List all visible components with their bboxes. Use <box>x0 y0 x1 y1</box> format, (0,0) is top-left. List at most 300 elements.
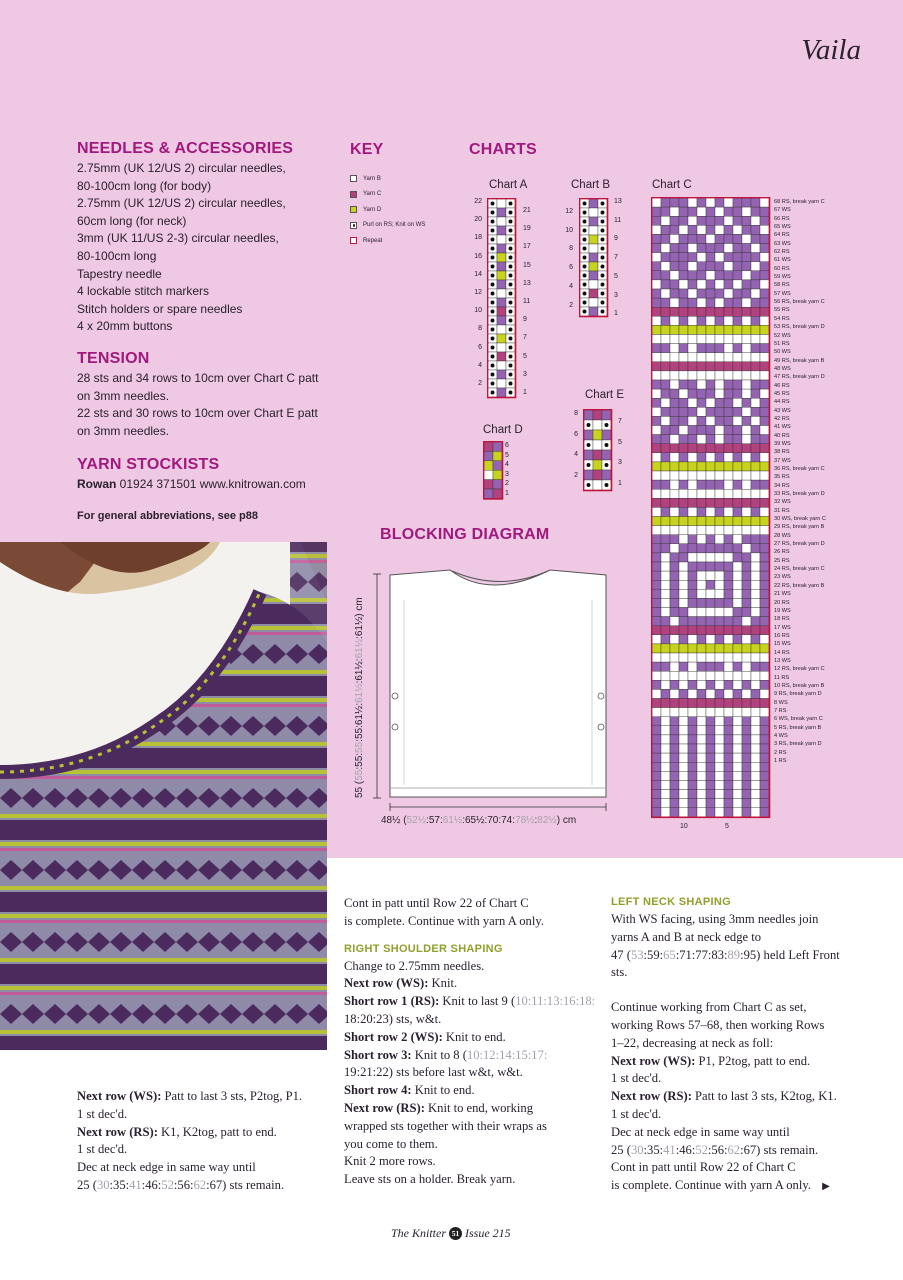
stitch-cell <box>742 271 751 280</box>
stitch-cell <box>733 562 742 571</box>
stitch-cell <box>688 635 697 644</box>
stitch-cell <box>652 544 661 553</box>
continue-arrow-icon[interactable]: ▶ <box>822 1181 830 1193</box>
stitch-cell <box>760 517 769 526</box>
purl-dot <box>583 238 587 242</box>
stitch-cell <box>760 808 769 817</box>
stitch-cell <box>679 234 688 243</box>
stitch-cell <box>688 335 697 344</box>
purl-dot <box>601 211 605 215</box>
stitch-cell <box>733 526 742 535</box>
chart-c-row-label: 32 WS <box>774 499 791 506</box>
stitch-cell <box>760 489 769 498</box>
stitch-cell <box>670 526 679 535</box>
key-repeat: Repeat <box>350 233 425 249</box>
chart-c-row-label: 52 WS <box>774 332 791 339</box>
stitch-cell <box>733 471 742 480</box>
purl-dot <box>509 292 513 296</box>
stitch-cell <box>661 371 670 380</box>
stitch-cell <box>688 580 697 589</box>
stitch-cell <box>751 553 760 562</box>
stitch-cell <box>661 771 670 780</box>
stitch-cell <box>715 498 724 507</box>
chart-c-row-label: 6 WS, break yarn C <box>774 716 823 723</box>
stitch-cell <box>679 653 688 662</box>
stitch-cell <box>760 253 769 262</box>
chart-c-row-label: 68 RS, break yarn C <box>774 199 825 205</box>
stitch-cell <box>661 689 670 698</box>
stitch-cell <box>679 271 688 280</box>
stitch-cell <box>760 453 769 462</box>
stitch-cell <box>652 444 661 453</box>
stitch-cell <box>688 462 697 471</box>
stitch-cell <box>679 480 688 489</box>
chart-c-row-label: 53 RS, break yarn D <box>774 324 825 331</box>
stitch-cell <box>589 289 598 298</box>
stitch-cell <box>679 771 688 780</box>
stitch-cell <box>688 790 697 799</box>
stitch-cell <box>715 225 724 234</box>
row-number: 4 <box>505 461 509 469</box>
stitch-cell <box>724 571 733 580</box>
stitch-cell <box>652 517 661 526</box>
stitch-cell <box>706 198 715 207</box>
stitch-cell <box>589 217 598 226</box>
stitch-cell <box>661 744 670 753</box>
stitch-cell <box>670 380 679 389</box>
text-line: Stitch holders or spare needles <box>77 301 243 316</box>
stitch-cell <box>733 753 742 762</box>
row-number: 10 <box>474 307 482 315</box>
stitch-cell <box>652 198 661 207</box>
stitch-cell <box>724 644 733 653</box>
purl-dot <box>601 310 605 314</box>
purl-dot <box>491 274 495 278</box>
stitch-cell <box>733 353 742 362</box>
stitch-cell <box>760 335 769 344</box>
stitch-cell <box>688 562 697 571</box>
stitch-cell <box>760 680 769 689</box>
purl-dot <box>583 211 587 215</box>
column-2-text: Cont in patt until Row 22 of Chart C is complete. Continue with yarn A only. RIGHT SHOULDER SHAPING Change to 2.75mm needles. Next row (WS): Knit. Short row 1 (RS): Knit to last 9 (10:11:13:16:18: 18:20:23) sts, w&t. Short row 2 (WS): Knit to end. Short row 3: Knit to 8 (10:12:14:15:17: 19:21:22) sts before last w&t, w&t. Short row 4: Knit to end. Next row (RS): Knit to end, working wrapped sts together with their wraps as you come to them. Knit 2 more rows. Leave sts on a holder. Break yarn. <box>344 896 596 1187</box>
stitch-cell <box>688 753 697 762</box>
row-number: 3 <box>618 459 622 466</box>
stitch-cell <box>706 790 715 799</box>
stitch-cell <box>661 289 670 298</box>
stitch-cell <box>706 662 715 671</box>
stitch-cell <box>652 380 661 389</box>
stitch-cell <box>751 398 760 407</box>
stitch-cell <box>715 280 724 289</box>
stitch-cell <box>760 316 769 325</box>
stitch-cell <box>751 298 760 307</box>
stitch-cell <box>706 680 715 689</box>
stitch-cell <box>760 717 769 726</box>
stitch-cell <box>661 353 670 362</box>
stitch-cell <box>715 234 724 243</box>
stitch-cell <box>661 635 670 644</box>
stitch-cell <box>760 398 769 407</box>
stitch-cell <box>724 617 733 626</box>
purl-dot <box>605 443 609 447</box>
stitch-cell <box>715 462 724 471</box>
row-number: 6 <box>574 430 578 438</box>
stitch-cell <box>760 307 769 316</box>
stitch-cell <box>742 398 751 407</box>
stitch-cell <box>670 480 679 489</box>
stitch-cell <box>593 440 602 450</box>
text-line: 80-100cm long (for body) <box>77 178 212 193</box>
stitch-cell <box>760 699 769 708</box>
stitch-cell <box>760 216 769 225</box>
row-number: 5 <box>618 438 622 446</box>
stitch-cell <box>733 617 742 626</box>
stitch-cell <box>661 389 670 398</box>
column-1-text: Next row (WS): Patt to last 3 sts, P2tog, P1. 1 st dec'd. Next row (RS): K1, K2tog, patt to end. 1 st dec'd. Dec at neck edge in same way until 25 (30:35:41:46:52:56:62:67) sts remain. <box>77 1089 303 1192</box>
stitch-cell <box>679 207 688 216</box>
stitch-cell <box>724 762 733 771</box>
stitch-cell <box>751 535 760 544</box>
stitch-cell <box>697 298 706 307</box>
stitch-cell <box>697 790 706 799</box>
stitch-cell <box>652 289 661 298</box>
stitch-cell <box>661 271 670 280</box>
stitch-cell <box>670 498 679 507</box>
stitch-cell <box>715 708 724 717</box>
stitch-cell <box>715 526 724 535</box>
stitch-cell <box>697 799 706 808</box>
stitch-cell <box>706 271 715 280</box>
stitch-cell <box>733 571 742 580</box>
stitch-cell <box>679 198 688 207</box>
stitch-cell <box>715 608 724 617</box>
chart-c-row-label: 41 WS <box>774 424 791 431</box>
stitch-cell <box>589 307 598 316</box>
stitch-cell <box>751 689 760 698</box>
stitch-cell <box>652 498 661 507</box>
stitch-cell <box>724 407 733 416</box>
row-number: 15 <box>523 261 531 269</box>
stitch-cell <box>733 726 742 735</box>
stitch-cell <box>715 216 724 225</box>
stitch-cell <box>742 507 751 516</box>
stitch-cell <box>733 780 742 789</box>
stitch-cell <box>724 371 733 380</box>
stitch-cell <box>670 671 679 680</box>
stitch-cell <box>584 450 593 460</box>
stitch-cell <box>751 589 760 598</box>
stitch-cell <box>497 280 506 289</box>
stitch-cell <box>697 207 706 216</box>
stitch-cell <box>670 562 679 571</box>
stitch-cell <box>715 471 724 480</box>
stitch-cell <box>706 253 715 262</box>
stitch-cell <box>652 662 661 671</box>
stitch-cell <box>670 389 679 398</box>
stitch-cell <box>679 362 688 371</box>
stitch-cell <box>724 635 733 644</box>
key-purl: Purl on RS; Knit on WS <box>350 218 425 234</box>
stitch-cell <box>697 608 706 617</box>
stitch-cell <box>688 353 697 362</box>
stitch-cell <box>679 407 688 416</box>
text-line: 22 sts and 30 rows to 10cm over Chart E patt <box>77 406 318 421</box>
stitch-cell <box>715 580 724 589</box>
stitch-cell <box>742 444 751 453</box>
stitch-cell <box>742 198 751 207</box>
stitch-cell <box>742 571 751 580</box>
stitch-cell <box>733 762 742 771</box>
stitch-cell <box>661 526 670 535</box>
stitch-cell <box>715 744 724 753</box>
stitch-cell <box>661 444 670 453</box>
stitch-cell <box>760 662 769 671</box>
stitch-cell <box>497 370 506 379</box>
stitch-cell <box>760 298 769 307</box>
stitch-cell <box>742 526 751 535</box>
purl-dot <box>601 256 605 260</box>
stitch-cell <box>706 617 715 626</box>
stitch-cell <box>697 507 706 516</box>
stitch-cell <box>497 235 506 244</box>
stitch-cell <box>751 271 760 280</box>
stitch-cell <box>724 362 733 371</box>
stitch-cell <box>688 662 697 671</box>
stitch-cell <box>697 544 706 553</box>
stitch-cell <box>760 207 769 216</box>
purl-dot <box>491 337 495 341</box>
stitch-cell <box>715 371 724 380</box>
stitch-cell <box>724 680 733 689</box>
stitch-cell <box>733 362 742 371</box>
stitch-cell <box>652 435 661 444</box>
stitch-cell <box>715 353 724 362</box>
stitch-cell <box>697 453 706 462</box>
stitch-cell <box>661 416 670 425</box>
stitch-cell <box>661 535 670 544</box>
blocking-height-label: 55 (55:55:55:55:61½:61½:61½:61½:61½) cm <box>354 597 365 798</box>
row-number: 12 <box>565 208 573 215</box>
stitch-cell <box>670 644 679 653</box>
chart-c-row-label: 5 RS, break yarn B <box>774 724 822 731</box>
stitch-cell <box>697 444 706 453</box>
stitch-cell <box>670 426 679 435</box>
stitch-cell <box>652 589 661 598</box>
stitch-cell <box>724 726 733 735</box>
stitch-cell <box>733 808 742 817</box>
chart-c-row-label: 60 RS <box>774 265 790 272</box>
chart-c-row-label: 54 RS <box>774 315 790 322</box>
stitch-cell <box>497 253 506 262</box>
row-number: 5 <box>505 451 509 459</box>
stitch-cell <box>724 298 733 307</box>
stitch-cell <box>760 571 769 580</box>
stitch-cell <box>670 544 679 553</box>
key-yarn-d: Yarn D <box>350 202 425 218</box>
stitch-cell <box>670 580 679 589</box>
stitch-cell <box>715 535 724 544</box>
stitch-cell <box>742 280 751 289</box>
stitch-cell <box>697 553 706 562</box>
stitch-cell <box>733 689 742 698</box>
stitch-cell <box>742 435 751 444</box>
stitch-cell <box>688 726 697 735</box>
text-line: on 3mm needles. <box>77 388 170 403</box>
stitch-cell <box>688 799 697 808</box>
stitch-cell <box>697 689 706 698</box>
stitch-cell <box>661 799 670 808</box>
stitch-cell <box>751 453 760 462</box>
stitch-cell <box>742 790 751 799</box>
stitch-cell <box>688 735 697 744</box>
stitch-cell <box>706 808 715 817</box>
stitch-cell <box>661 462 670 471</box>
stitch-cell <box>760 753 769 762</box>
purl-dot <box>601 265 605 269</box>
stitch-cell <box>652 507 661 516</box>
purl-dot <box>491 256 495 260</box>
stitch-cell <box>679 671 688 680</box>
stitch-cell <box>688 234 697 243</box>
text-line: 80-100cm long <box>77 248 157 263</box>
stitch-cell <box>697 517 706 526</box>
chart-c-row-label: 43 WS <box>774 407 791 414</box>
row-number: 19 <box>523 225 531 233</box>
stitch-cell <box>742 389 751 398</box>
stitch-cell <box>670 708 679 717</box>
stitch-cell <box>733 626 742 635</box>
stitch-cell <box>670 253 679 262</box>
stitch-cell <box>742 671 751 680</box>
row-number: 7 <box>523 334 527 342</box>
stitch-cell <box>751 280 760 289</box>
stitch-cell <box>670 280 679 289</box>
stitch-cell <box>661 316 670 325</box>
stitch-cell <box>661 426 670 435</box>
stitch-cell <box>706 717 715 726</box>
stitch-cell <box>670 307 679 316</box>
chart-c-row-label: 59 WS <box>774 274 791 281</box>
stitch-cell <box>688 325 697 334</box>
stitch-cell <box>652 362 661 371</box>
stitch-cell <box>652 335 661 344</box>
stitch-cell <box>652 280 661 289</box>
purl-dot <box>509 211 513 215</box>
stitch-cell <box>724 735 733 744</box>
chart-c-row-label: 31 RS <box>774 507 790 514</box>
stitch-cell <box>688 517 697 526</box>
chart-d-grid <box>483 441 504 501</box>
stitch-cell <box>751 435 760 444</box>
stitch-cell <box>742 689 751 698</box>
stitch-cell <box>706 316 715 325</box>
stitch-cell <box>688 307 697 316</box>
purl-dot <box>491 310 495 314</box>
chart-c-row-label: 50 WS <box>774 349 791 356</box>
purl-dot <box>605 463 609 467</box>
stitch-cell <box>760 280 769 289</box>
stitch-cell <box>602 450 611 460</box>
stitch-cell <box>497 271 506 280</box>
stitch-cell <box>652 626 661 635</box>
stitch-cell <box>751 680 760 689</box>
stitch-cell <box>670 398 679 407</box>
stitch-cell <box>697 344 706 353</box>
stitch-cell <box>724 489 733 498</box>
stitch-cell <box>742 653 751 662</box>
chart-c-row-label: 21 WS <box>774 591 791 598</box>
purl-dot <box>509 319 513 323</box>
stitch-cell <box>724 498 733 507</box>
stitch-cell <box>706 671 715 680</box>
stitch-cell <box>751 726 760 735</box>
stitch-cell <box>760 371 769 380</box>
stitch-cell <box>724 198 733 207</box>
stitch-cell <box>688 626 697 635</box>
stitch-cell <box>697 480 706 489</box>
stitch-cell <box>751 617 760 626</box>
stitch-cell <box>706 626 715 635</box>
stitch-cell <box>484 489 493 498</box>
stitch-cell <box>697 435 706 444</box>
purl-dot <box>601 283 605 287</box>
stitch-cell <box>670 762 679 771</box>
purl-dot <box>587 463 591 467</box>
stitch-cell <box>670 244 679 253</box>
chart-c-row-label: 17 WS <box>774 624 791 631</box>
stitch-cell <box>688 489 697 498</box>
stitch-cell <box>724 598 733 607</box>
stitch-cell <box>679 389 688 398</box>
stitch-cell <box>679 371 688 380</box>
stitch-cell <box>706 635 715 644</box>
stitch-cell <box>497 307 506 316</box>
stitch-cell <box>742 771 751 780</box>
stitch-cell <box>688 689 697 698</box>
row-number: 6 <box>505 442 509 449</box>
stitch-cell <box>742 717 751 726</box>
stitch-cell <box>733 790 742 799</box>
stitch-cell <box>670 453 679 462</box>
row-number: 8 <box>478 325 482 333</box>
stitch-cell <box>661 680 670 689</box>
stitch-cell <box>742 471 751 480</box>
stitch-cell <box>497 316 506 325</box>
purl-dot <box>583 247 587 251</box>
stitch-cell <box>724 316 733 325</box>
stitch-cell <box>688 771 697 780</box>
row-number: 8 <box>574 410 578 417</box>
stitch-cell <box>589 298 598 307</box>
stitch-cell <box>697 571 706 580</box>
stitch-cell <box>742 553 751 562</box>
stitch-cell <box>661 608 670 617</box>
text-line: 2.75mm (UK 12/US 2) circular needles, <box>77 196 286 211</box>
stitch-cell <box>589 199 598 208</box>
pattern-title: Vaila <box>801 34 861 66</box>
stitch-cell <box>742 608 751 617</box>
stitch-cell <box>652 389 661 398</box>
purl-dot <box>491 382 495 386</box>
stitch-cell <box>697 671 706 680</box>
stitch-cell <box>751 507 760 516</box>
stitch-cell <box>688 389 697 398</box>
stitch-cell <box>688 371 697 380</box>
stitch-cell <box>724 216 733 225</box>
purl-dot <box>509 346 513 350</box>
stitch-cell <box>697 416 706 425</box>
stitch-cell <box>751 489 760 498</box>
